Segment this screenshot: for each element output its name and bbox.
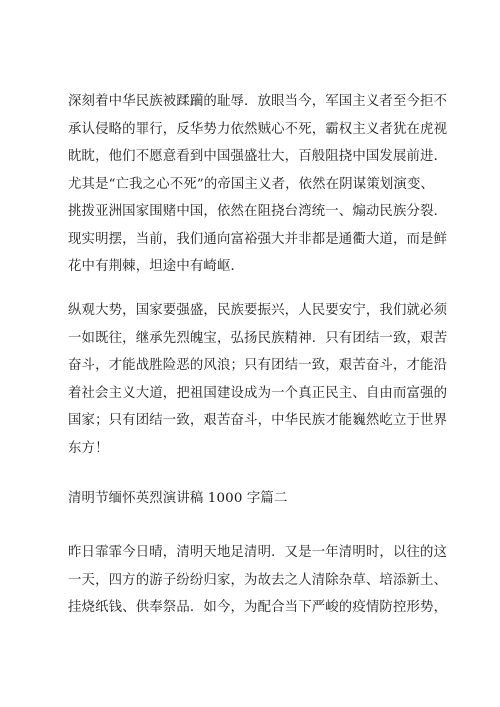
text-line: 一如既往，继承先烈魄宝，弘扬民族精神．只有团结一致，艰苦 — [68, 330, 448, 346]
text-line: 奋斗，才能战胜险恶的风浪；只有团结一致，艰苦奋斗，才能沿 — [68, 358, 448, 373]
paragraph-2 — [68, 297, 448, 462]
text-line: 现实明摆，当前，我们通向富裕强大并非都是通衢大道，而是鲜 — [68, 231, 448, 247]
text-line: 承认侵略的罪行，反华势力依然贼心不死，霸权主义者犹在虎视 — [68, 121, 448, 137]
text-line: 花中有荆棘，坦途中有崎岖． — [68, 259, 245, 274]
text-line: 着社会主义大道，把祖国建设成为一个真正民主、自由而富强的 — [68, 385, 448, 401]
text-line: 国家；只有团结一致，艰苦奋斗，中华民族才能巍然屹立于世界 — [68, 413, 448, 428]
text-line: 东方！ — [68, 440, 109, 456]
text-line: 纵观大势，国家要强盛，民族要振兴，人民要安宁，我们就必须 — [68, 303, 448, 318]
text-line: 挑拨亚洲国家围赌中国，依然在阻挠台湾统一、煽动民族分裂． — [68, 204, 448, 219]
text-line: 昨日霏霏今日晴，清明天地足清明．又是一年清明时，以往的这 — [68, 545, 448, 560]
text-line: 眈眈，他们不愿意看到中国强盛壮大，百般阻挠中国发展前进． — [68, 149, 448, 164]
text-line: 深刻着中华民族被蹂躏的耻辱．放眼当今，军国主义者至今拒不 — [68, 94, 448, 109]
paragraph-1 — [68, 88, 448, 281]
text-line: 一天，四方的游子纷纷归家，为故去之人清除杂草、培添新土、 — [68, 572, 448, 588]
section-heading: 清明节缅怀英烈演讲稿 1000 字篇二 — [68, 491, 288, 506]
section-heading-block — [68, 485, 448, 513]
text-line: 挂烧纸钱、供奉祭品．如今，为配合当下严峻的疫情防控形势， — [68, 600, 448, 615]
text-line: 尤其是“亡我之心不死”的帝国主义者，依然在阴谋策划演变、 — [68, 176, 435, 192]
paragraph-3 — [68, 539, 448, 622]
